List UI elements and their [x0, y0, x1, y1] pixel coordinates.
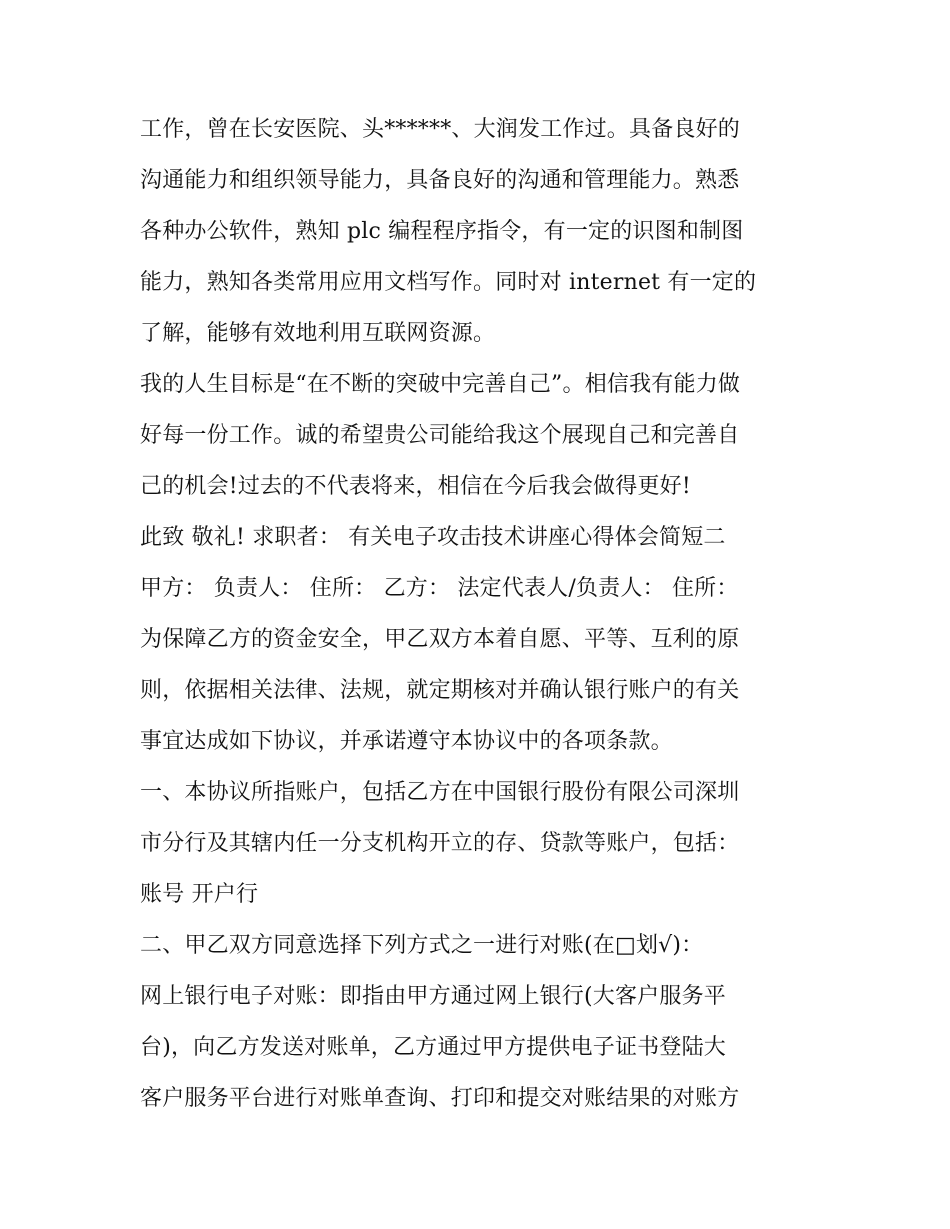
text-line: 为保障乙方的资金安全，甲乙双方本着自愿、平等、互利的原: [140, 627, 740, 652]
text-line: 客户服务平台进行对账单查询、打印和提交对账结果的对账方: [140, 1086, 740, 1111]
text-line: 市分行及其辖内任一分支机构开立的存、贷款等账户，包括：: [140, 831, 740, 856]
text-line: 台)，向乙方发送对账单，乙方通过甲方提供电子证书登陆大: [140, 1035, 726, 1060]
text-line: 甲方： 负责人： 住所： 乙方： 法定代表人/负责人： 住所：: [140, 576, 739, 601]
text-line: 此致 敬礼! 求职者： 有关电子攻击技术讲座心得体会简短二: [140, 525, 726, 550]
text-line: 二、甲乙双方同意选择下列方式之一进行对账(在□划√)：: [140, 933, 704, 958]
text-line: 工作，曾在长安医院、头******、大润发工作过。具备良好的: [140, 117, 741, 142]
text-line: 好每一份工作。诚的希望贵公司能给我这个展现自己和完善自: [140, 423, 740, 448]
text-line: 网上银行电子对账：即指由甲方通过网上银行(大客户服务平: [140, 984, 726, 1009]
text-line: 己的机会!过去的不代表将来，相信在今后我会做得更好!: [140, 474, 691, 499]
text-line: 各种办公软件，熟知 plc 编程程序指令，有一定的识图和制图: [140, 219, 744, 244]
text-line: 则，依据相关法律、法规，就定期核对并确认银行账户的有关: [140, 678, 740, 703]
text-line: 事宜达成如下协议，并承诺遵守本协议中的各项条款。: [140, 729, 673, 754]
text-line: 我的人生目标是“在不断的突破中完善自己”。相信我有能力做: [140, 372, 741, 397]
text-line: 账号 开户行: [140, 882, 259, 907]
text-line: 能力，熟知各类常用应用文档写作。同时对 internet 有一定的: [140, 270, 757, 295]
text-line: 了解，能够有效地利用互联网资源。: [140, 321, 496, 346]
text-line: 一、本协议所指账户，包括乙方在中国银行股份有限公司深圳: [140, 780, 740, 805]
document-body: [140, 104, 820, 1124]
text-line: 沟通能力和组织领导能力，具备良好的沟通和管理能力。熟悉: [140, 168, 740, 193]
